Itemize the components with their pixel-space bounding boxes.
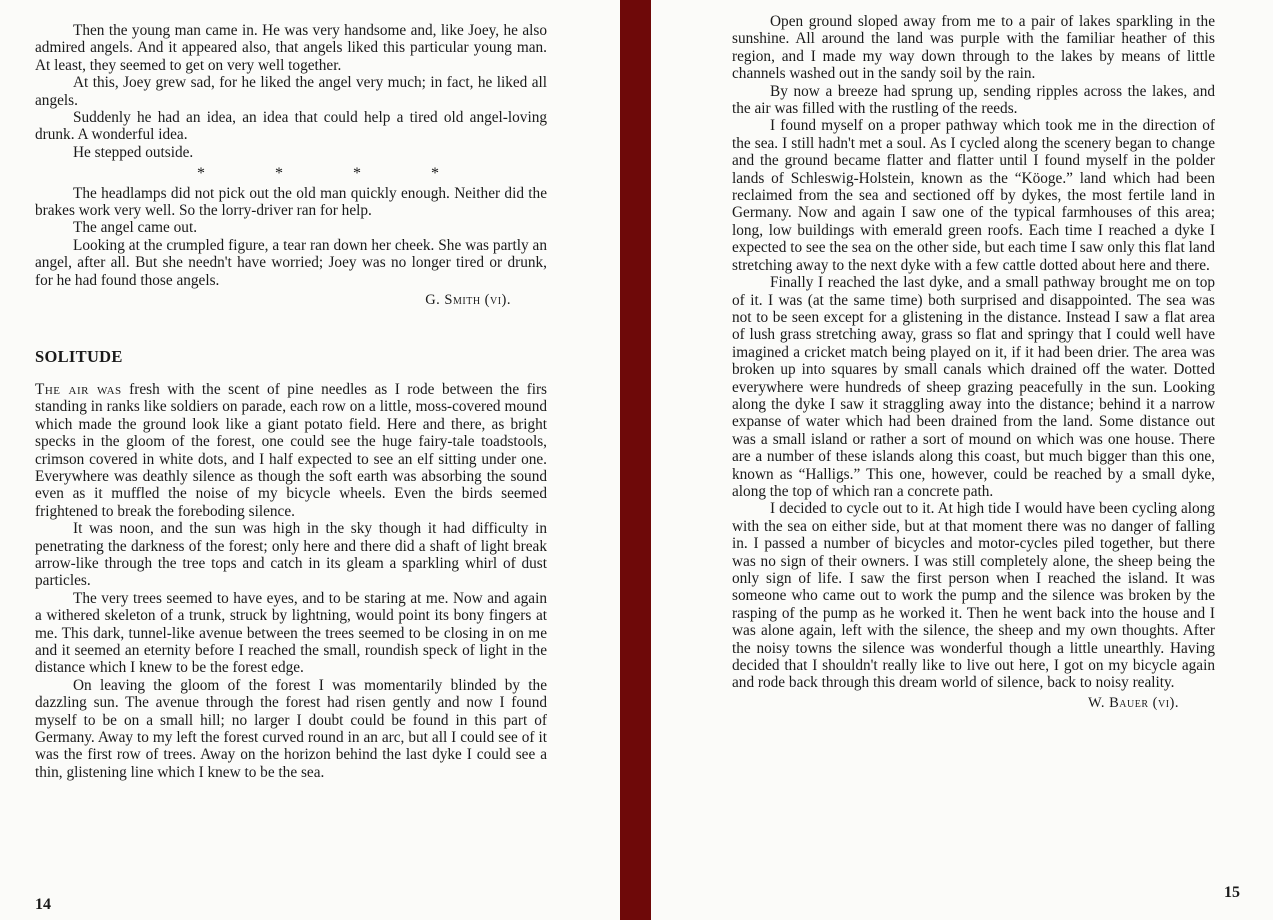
solitude-paragraph: I decided to cycle out to it. At high tide I would have been cycling along with the sea on either side, but at that moment there was no danger of falling in. I passed a number of bicycles and motor-cycles piled together, but there was no sign of their owners. I was still completely alone, the sheep being the only sign of life. I saw the first person when I reached the island. It was someone who came out to work the pump and the silence was broken by the rasping of the pump as he worked it. Then he went back into the house and I was alone again, left with the silence, the sheep and my own thoughts. After the noisy towns the silence was wonderful though a little unearthly. Having decided that I shouldn't really like to live out here, I got on my bicycle again and rode back through this dream world of silence, back to noisy reality. bbox=[732, 500, 1215, 692]
story-paragraph: The angel came out. bbox=[73, 219, 198, 237]
first-paragraph-text: fresh with the scent of pine needles as I rode between the firs standing in ranks like soldiers on parade, each row on a little, moss-covered mound which made the ground look like a giant potato field. Here and there, as bright specks in the gloom of the forest, one could see the huge fairy-tale toadstools, crimson covered in white dots, and I half expected to see an elf sitting under one. Everywhere was deathly silence as though the soft earth was absorbing the sound even as it muffled the noise of my bicycle wheels. Even the birds seemed frightened to break the foreboding silence. bbox=[35, 380, 547, 520]
solitude-paragraph: The very trees seemed to have eyes, and to be staring at me. Now and again a withered skeleton of a trunk, struck by lightning, would point its bony fingers at me. This dark, tunnel-like avenue between the trees seemed to be closing in on me and it seemed an eternity before I reached the small, roundish speck of light in the distance which I knew to be the forest edge. bbox=[35, 589, 547, 677]
story-paragraph: At this, Joey grew sad, for he liked the angel very much; in fact, he liked all angels. bbox=[35, 74, 547, 109]
solitude-paragraph: I found myself on a proper pathway which took me in the direction of the sea. I still hadn't met a soul. As I cycled along the scenery began to change and the ground became flatter and flatter until I found myself in the polder lands of Schleswig-Holstein, known as the “Köoge.” land which had been reclaimed from the sea and sectioned off by dykes, the most fertile land in Germany. Now and again I saw one of the typical farmhouses of this area; long, low buildings with emerald green roofs. Each time I reached a dyke I expected to see the sea on the other side, but each time I saw only this flat land stretching away to the next dyke with a few cattle dotted about here and there. bbox=[732, 117, 1215, 274]
separator-star: * bbox=[431, 165, 439, 183]
story-paragraph: Suddenly he had an idea, an idea that could help a tired old angel-loving drunk. A wonderful idea. bbox=[35, 109, 547, 144]
story-paragraph: The headlamps did not pick out the old man quickly enough. Neither did the brakes work very well. So the lorry-driver ran for help. bbox=[35, 184, 547, 220]
story-paragraph: Then the young man came in. He was very handsome and, like Joey, he also admired angels. And it appeared also, that angels liked this particular young man. At least, they seemed to get on very well together. bbox=[35, 22, 547, 74]
solitude-paragraph: Finally I reached the last dyke, and a small pathway brought me on top of it. I was (at the same time) both surprised and disappointed. The sea was not to be seen except for a glistening in the distance. Instead I saw a flat area of lush grass stretching away, grass so flat and springy that I could well have imagined a cricket match being played on it, if it had been drier. The area was broken up into squares by small canals which drained off the water. Dotted everywhere were hundreds of sheep grazing peacefully in the sun. Looking along the dyke I saw it straggling away into the distance; behind it a narrow expanse of water which had been drained from the land. Some distance out was a small island or rather a sort of mound on which was one house. There are a number of these islands along this coast, but much bigger than this one, known as “Halligs.” This one, however, could be reached by a small dyke, along the top of which ran a concrete path. bbox=[732, 274, 1215, 500]
separator-star: * bbox=[353, 165, 361, 183]
page-number: 15 bbox=[1224, 884, 1240, 901]
section-heading: SOLITUDE bbox=[35, 346, 123, 366]
right-page bbox=[651, 0, 1273, 920]
book-spine bbox=[620, 0, 651, 920]
author-signature: W. Bauer (vi). bbox=[1088, 694, 1179, 711]
solitude-paragraph: By now a breeze had sprung up, sending ripples across the lakes, and the air was filled with the rustling of the reeds. bbox=[732, 82, 1215, 118]
solitude-paragraph: It was noon, and the sun was high in the sky though it had difficulty in penetrating the darkness of the forest; only here and there did a shaft of light break arrow-like through the tree tops and catch in its gleam a sparkling whirl of dust particles. bbox=[35, 520, 547, 590]
left-page bbox=[0, 0, 620, 920]
story-paragraph: Looking at the crumpled figure, a tear ran down her cheek. She was partly an angel, after all. But she needn't have worried; Joey was no longer tired or drunk, for he had found those angels. bbox=[35, 236, 547, 289]
solitude-paragraph: Open ground sloped away from me to a pair of lakes sparkling in the sunshine. All around the land was purple with the familiar heather of this region, and I made my way down through to the lakes by means of little channels washed out in the sandy soil by the rain. bbox=[732, 13, 1215, 83]
author-signature: G. Smith (vi). bbox=[425, 292, 511, 309]
separator-star: * bbox=[275, 165, 283, 183]
solitude-paragraph: On leaving the gloom of the forest I was momentarily blinded by the dazzling sun. The avenue through the forest had risen gently and now I found myself to be on a small hill; no larger I doubt could be found in this part of Germany. Away to my left the forest curved round in an arc, but all I could see of it was the first row of trees. Away on the horizon behind the last dyke I could see a thin, glistening line which I knew to be the sea. bbox=[35, 676, 547, 781]
section-separator bbox=[35, 165, 547, 182]
first-paragraph bbox=[35, 381, 547, 520]
page-number: 14 bbox=[35, 896, 51, 913]
left-text-column bbox=[35, 0, 547, 781]
separator-star: * bbox=[197, 165, 205, 183]
lead-words: The air was bbox=[35, 380, 122, 398]
story-paragraph: He stepped outside. bbox=[73, 143, 194, 161]
right-text-column bbox=[732, 0, 1215, 712]
